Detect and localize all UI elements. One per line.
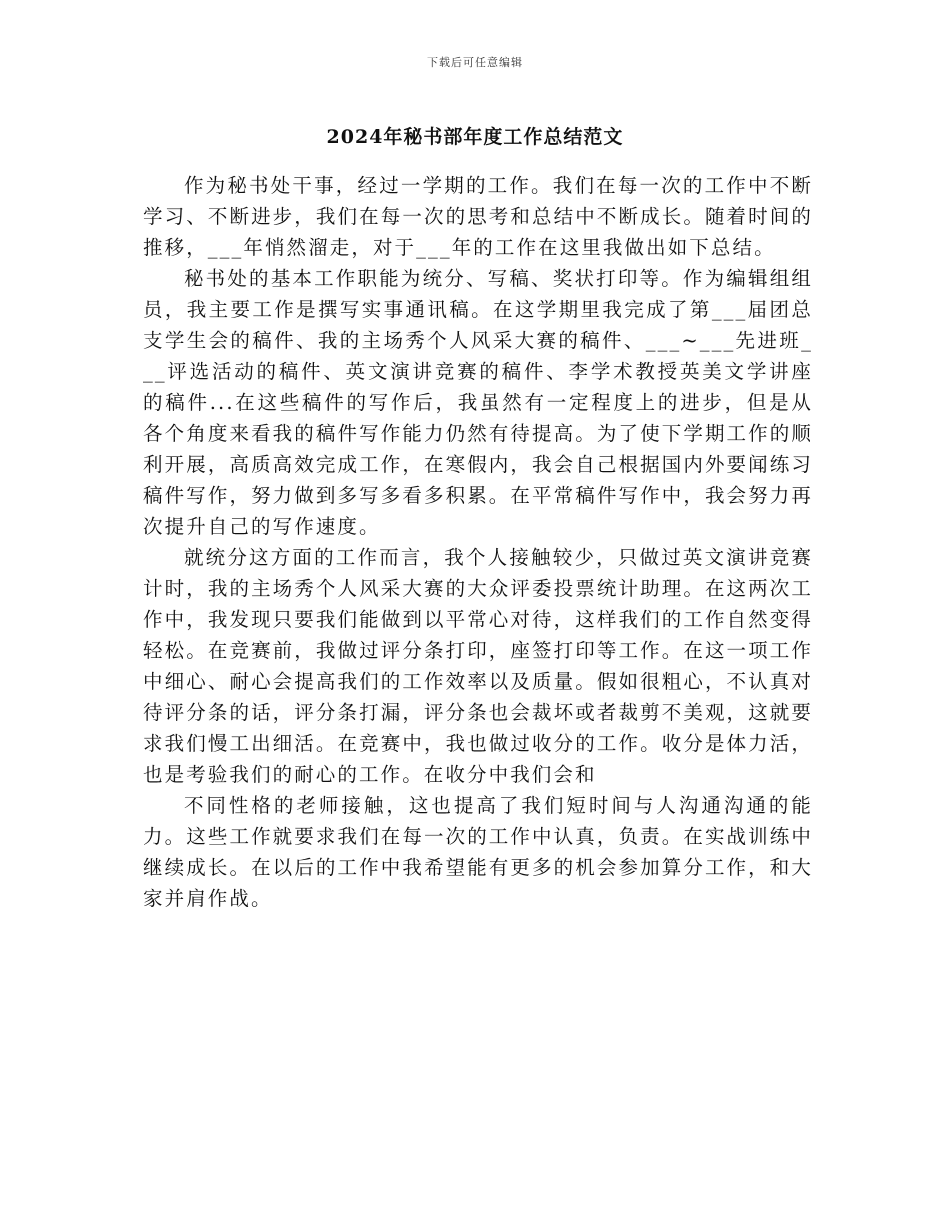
page-header-note: 下载后可任意编辑 <box>427 56 523 69</box>
paragraph-conclusion: 不同性格的老师接触，这也提高了我们短时间与人沟通沟通的能力。这些工作就要求我们在每一次的工作中认真，负责。在实战训练中继续成长。在以后的工作中我希望能有更多的机会参加算分工作，和大家并肩作战。 <box>143 794 813 910</box>
document-title: 2024年秘书部年度工作总结范文 <box>326 126 624 148</box>
paragraph-intro: 作为秘书处干事，经过一学期的工作。我们在每一次的工作中不断学习、不断进步，我们在每一次的思考和总结中不断成长。随着时间的推移，___年悄然溜走，对于___年的工作在这里我做出如下总结。 <box>143 174 813 259</box>
document-body <box>143 170 813 914</box>
paragraph-writing-duties: 秘书处的基本工作职能为统分、写稿、奖状打印等。作为编辑组组员，我主要工作是撰写实事通讯稿。在这学期里我完成了第___届团总支学生会的稿件、我的主场秀个人风采大赛的稿件、___~___先进班___评选活动的稿件、英文演讲竞赛的稿件、李学术教授英美文学讲座的稿件...在这些稿件的写作后，我虽然有一定程度上的进步，但是从各个角度来看我的稿件写作能力仍然有待提高。为了使下学期工作的顺利开展，高质高效完成工作，在寒假内，我会自己根据国内外要闻练习稿件写作，努力做到多写多看多积累。在平常稿件写作中，我会努力再次提升自己的写作速度。 <box>143 267 813 538</box>
paragraph-scoring-duties: 就统分这方面的工作而言，我个人接触较少，只做过英文演讲竞赛计时，我的主场秀个人风采大赛的大众评委投票统计助理。在这两次工作中，我发现只要我们能做到以平常心对待，这样我们的工作自然变得轻松。在竞赛前，我做过评分条打印，座签打印等工作。在这一项工作中细心、耐心会提高我们的工作效率以及质量。假如很粗心，不认真对待评分条的话，评分条打漏，评分条也会裁坏或者裁剪不美观，这就要求我们慢工出细活。在竞赛中，我也做过收分的工作。收分是体力活，也是考验我们的耐心的工作。在收分中我们会和 <box>143 546 813 786</box>
